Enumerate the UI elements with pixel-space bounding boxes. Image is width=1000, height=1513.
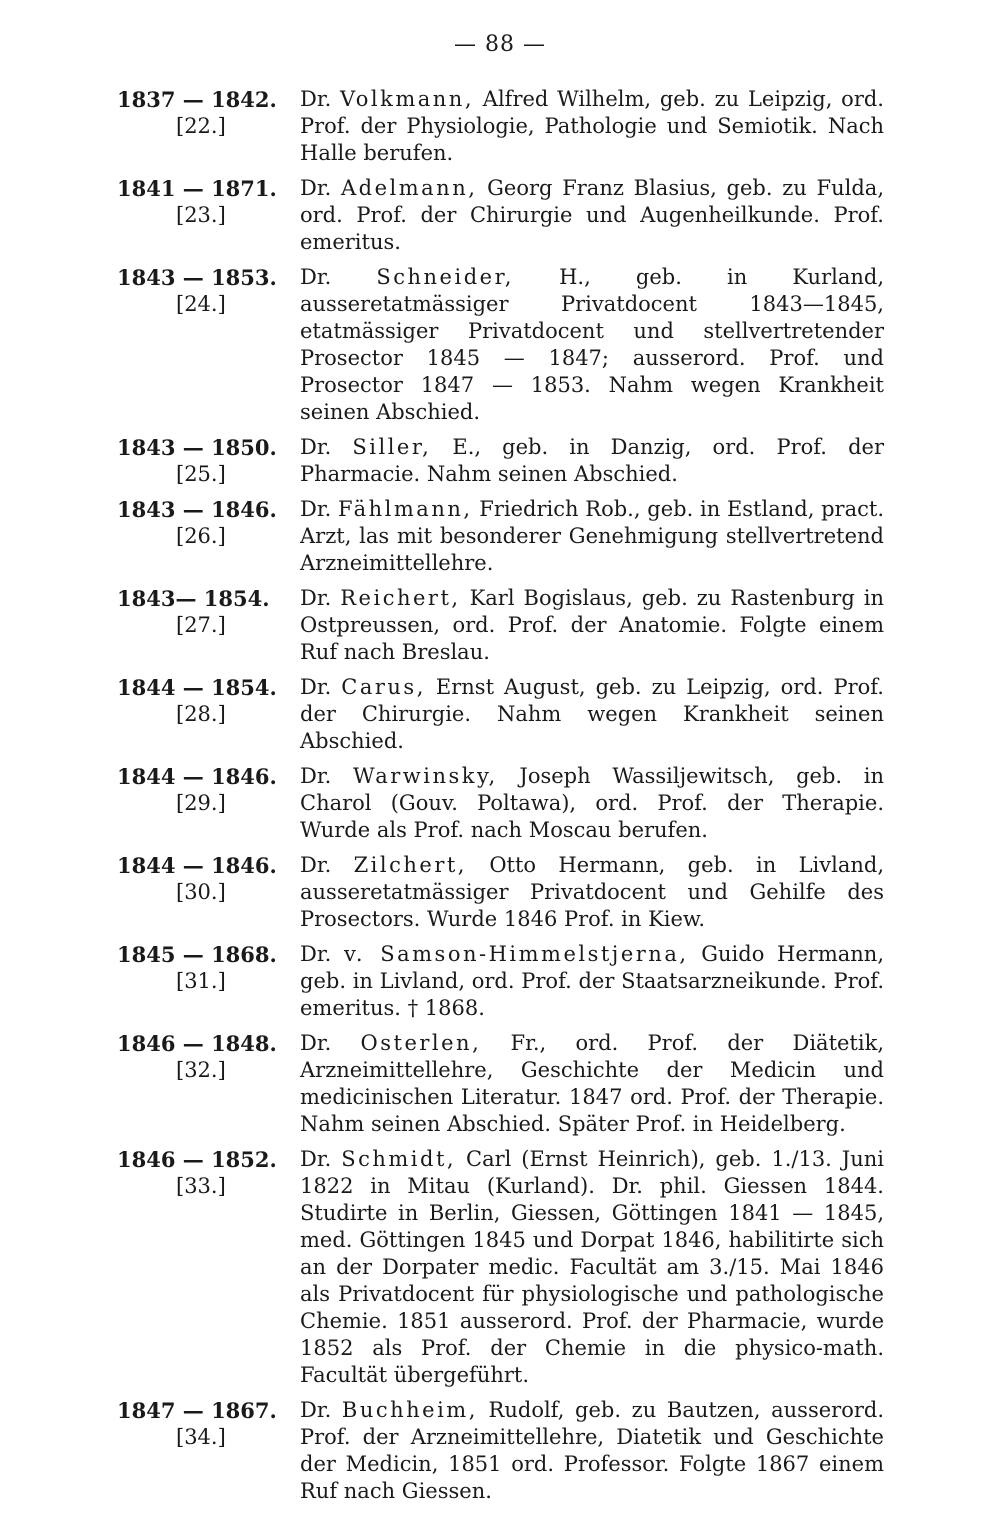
entry-number: [31.]: [176, 969, 226, 993]
entry-description: Joseph Wassiljewitsch, geb. in Charol (Gouv. Poltawa), ord. Prof. der Therapie. Wurde als Prof. nach Moscau berufen.: [300, 764, 884, 842]
entry-number: [23.]: [176, 203, 226, 227]
entry-number: [32.]: [176, 1058, 226, 1082]
list-item: [0, 852, 1000, 933]
list-item: [0, 1030, 1000, 1138]
entry-text: Dr. Buchheim, Rudolf, geb. zu Bautzen, ausserord. Prof. der Arzneimittellehre, Diatetik und Geschichte der Medicin, 1851 ord. Professor. Folgte 1867 einem Ruf nach Giessen.: [300, 1398, 885, 1503]
person-name: v. Samson-Himmelstjerna,: [343, 942, 689, 966]
page-number: — 88 —: [454, 32, 546, 57]
list-item: [0, 941, 1000, 1022]
list-item: [0, 434, 1000, 488]
entry-number: [33.]: [176, 1174, 226, 1198]
entry-text: Dr. v. Samson-Himmelstjerna, Guido Hermann, geb. in Livland, ord. Prof. der Staatsarzneikunde. Prof. emeritus. † 1868.: [300, 942, 884, 1020]
entry-number: [29.]: [176, 791, 226, 815]
entry-years: 1843 — 1850.: [117, 435, 277, 460]
list-item: [0, 496, 1000, 577]
entry-years: 1846 — 1848.: [117, 1031, 277, 1056]
list-item: [0, 585, 1000, 666]
entry-text: Dr. Siller, E., geb. in Danzig, ord. Prof. der Pharmacie. Nahm seinen Abschied.: [300, 435, 885, 486]
entry-description: Rudolf, geb. zu Bautzen, ausserord. Prof. der Arzneimittellehre, Diatetik und Geschichte der Medicin, 1851 ord. Professor. Folgte 1867 einem Ruf nach Giessen.: [300, 1398, 885, 1503]
person-name: Warwinsky,: [352, 764, 498, 788]
entry-years: 1844 — 1854.: [117, 675, 277, 700]
entry-text: Dr. Reichert, Karl Bogislaus, geb. zu Rastenburg in Ostpreussen, ord. Prof. der Anatomie. Folgte einem Ruf nach Breslau.: [300, 586, 884, 664]
entry-text: Dr. Volkmann, Alfred Wilhelm, geb. zu Leipzig, ord. Prof. der Physiologie, Pathologie und Semiotik. Nach Halle berufen.: [300, 87, 884, 165]
person-name: Carus,: [341, 675, 426, 699]
entry-description: Georg Franz Blasius, geb. zu Fulda, ord. Prof. der Chirurgie und Augenheilkunde. Prof. emeritus.: [300, 176, 885, 254]
entry-years: 1837 — 1842.: [117, 87, 277, 112]
person-name: Volkmann,: [340, 87, 475, 111]
person-name: Zilchert,: [353, 853, 467, 877]
person-name: Osterlen,: [360, 1031, 482, 1055]
entry-years: 1843 — 1846.: [117, 497, 277, 522]
list-item: [0, 264, 1000, 426]
entry-number: [22.]: [176, 114, 226, 138]
entry-text: Dr. Osterlen, Fr., ord. Prof. der Diätetik, Arzneimittellehre, Geschichte der Medicin und medicinischen Literatur. 1847 ord. Prof. der Therapie. Nahm seinen Abschied. Später Prof. in Heidelberg.: [300, 1031, 884, 1136]
entry-text: Dr. Warwinsky, Joseph Wassiljewitsch, geb. in Charol (Gouv. Poltawa), ord. Prof. der Therapie. Wurde als Prof. nach Moscau berufen.: [300, 764, 884, 842]
entry-description: E., geb. in Danzig, ord. Prof. der Pharmacie. Nahm seinen Abschied.: [300, 435, 885, 486]
list-item: [0, 1397, 1000, 1505]
entry-text: Dr. Fählmann, Friedrich Rob., geb. in Estland, pract. Arzt, las mit besonderer Genehmigung stellvertretend Arzneimittellehre.: [300, 497, 884, 575]
person-name: Buchheim,: [341, 1398, 478, 1422]
entry-list: [0, 86, 1000, 1513]
person-name: Reichert,: [340, 586, 461, 610]
list-item: [0, 86, 1000, 167]
entry-years: 1843— 1854.: [117, 586, 270, 611]
entry-text: Dr. Schmidt, Carl (Ernst Heinrich), geb. 1./13. Juni 1822 in Mitau (Kurland). Dr. phil. Giessen 1844. Studirte in Berlin, Giessen, Göttingen 1841 — 1845, med. Göttingen 1845 und Dorpat 1846, habilitirte sich an der Dorpater medic. Facultät am 3./15. Mai 1846 als Privatdocent für physiologische und pathologische Chemie. 1851 ausserord. Prof. der Pharmacie, wurde 1852 als Prof. der Chemie in die physico-math. Facultät übergeführt.: [300, 1147, 884, 1387]
entry-description: Otto Hermann, geb. in Livland, ausseretatmässiger Privatdocent und Gehilfe des Prosectors. Wurde 1846 Prof. in Kiew.: [300, 853, 885, 931]
entry-years: 1847 — 1867.: [117, 1398, 277, 1423]
entry-number: [28.]: [176, 702, 226, 726]
entry-years: 1841 — 1871.: [117, 176, 277, 201]
entry-number: [26.]: [176, 524, 226, 548]
entry-text: Dr. Carus, Ernst August, geb. zu Leipzig, ord. Prof. der Chirurgie. Nahm wegen Krankheit seinen Abschied.: [300, 675, 884, 753]
entry-number: [27.]: [176, 613, 226, 637]
entry-years: 1845 — 1868.: [117, 942, 277, 967]
person-name: Schmidt,: [341, 1147, 457, 1171]
entry-number: [25.]: [176, 462, 226, 486]
entry-description: Guido Hermann, geb. in Livland, ord. Prof. der Staatsarzneikunde. Prof. emeritus. † 1868.: [300, 942, 884, 1020]
entry-years: 1844 — 1846.: [117, 764, 277, 789]
person-name: Fählmann,: [337, 497, 473, 521]
entry-description: Alfred Wilhelm, geb. zu Leipzig, ord. Prof. der Physiologie, Pathologie und Semiotik. Nach Halle berufen.: [300, 87, 884, 165]
person-name: Siller,: [352, 435, 432, 459]
entry-description: Carl (Ernst Heinrich), geb. 1./13. Juni 1822 in Mitau (Kurland). Dr. phil. Giessen 1844. Studirte in Berlin, Giessen, Göttingen 1841 — 1845, med. Göttingen 1845 und Dorpat 1846, habilitirte sich an der Dorpater medic. Facultät am 3./15. Mai 1846 als Privatdocent für physiologische und pathologische Chemie. 1851 ausserord. Prof. der Pharmacie, wurde 1852 als Prof. der Chemie in die physico-math. Facultät übergeführt.: [300, 1147, 884, 1387]
person-name: Adelmann,: [340, 176, 478, 200]
entry-number: [24.]: [176, 292, 226, 316]
entry-text: Dr. Schneider, H., geb. in Kurland, ausseretatmässiger Privatdocent 1843—1845, etatmässiger Privatdocent und stellvertretender Prosector 1845 — 1847; ausserord. Prof. und Prosector 1847 — 1853. Nahm wegen Krankheit seinen Abschied.: [300, 265, 884, 424]
entry-years: 1846 — 1852.: [117, 1147, 277, 1172]
entry-number: [30.]: [176, 880, 226, 904]
list-item: [0, 175, 1000, 256]
entry-number: [34.]: [176, 1425, 226, 1449]
entry-text: Dr. Zilchert, Otto Hermann, geb. in Livland, ausseretatmässiger Privatdocent und Gehilfe des Prosectors. Wurde 1846 Prof. in Kiew.: [300, 853, 885, 931]
entry-description: Fr., ord. Prof. der Diätetik, Arzneimittellehre, Geschichte der Medicin und medicinischen Literatur. 1847 ord. Prof. der Therapie. Nahm seinen Abschied. Später Prof. in Heidelberg.: [300, 1031, 884, 1136]
entry-description: Ernst August, geb. zu Leipzig, ord. Prof. der Chirurgie. Nahm wegen Krankheit seinen Abschied.: [300, 675, 884, 753]
entry-description: Friedrich Rob., geb. in Estland, pract. Arzt, las mit besonderer Genehmigung stellvertretend Arzneimittellehre.: [300, 497, 884, 575]
list-item: [0, 763, 1000, 844]
entry-description: Karl Bogislaus, geb. zu Rastenburg in Ostpreussen, ord. Prof. der Anatomie. Folgte einem Ruf nach Breslau.: [300, 586, 884, 664]
list-item: [0, 1146, 1000, 1389]
list-item: [0, 674, 1000, 755]
entry-years: 1843 — 1853.: [117, 265, 277, 290]
entry-description: H., geb. in Kurland, ausseretatmässiger Privatdocent 1843—1845, etatmässiger Privatdocent und stellvertretender Prosector 1845 — 1847; ausserord. Prof. und Prosector 1847 — 1853. Nahm wegen Krankheit seinen Abschied.: [300, 265, 884, 424]
entry-years: 1844 — 1846.: [117, 853, 277, 878]
entry-text: Dr. Adelmann, Georg Franz Blasius, geb. zu Fulda, ord. Prof. der Chirurgie und Augenheilkunde. Prof. emeritus.: [300, 176, 885, 254]
person-name: Schneider,: [376, 265, 514, 289]
